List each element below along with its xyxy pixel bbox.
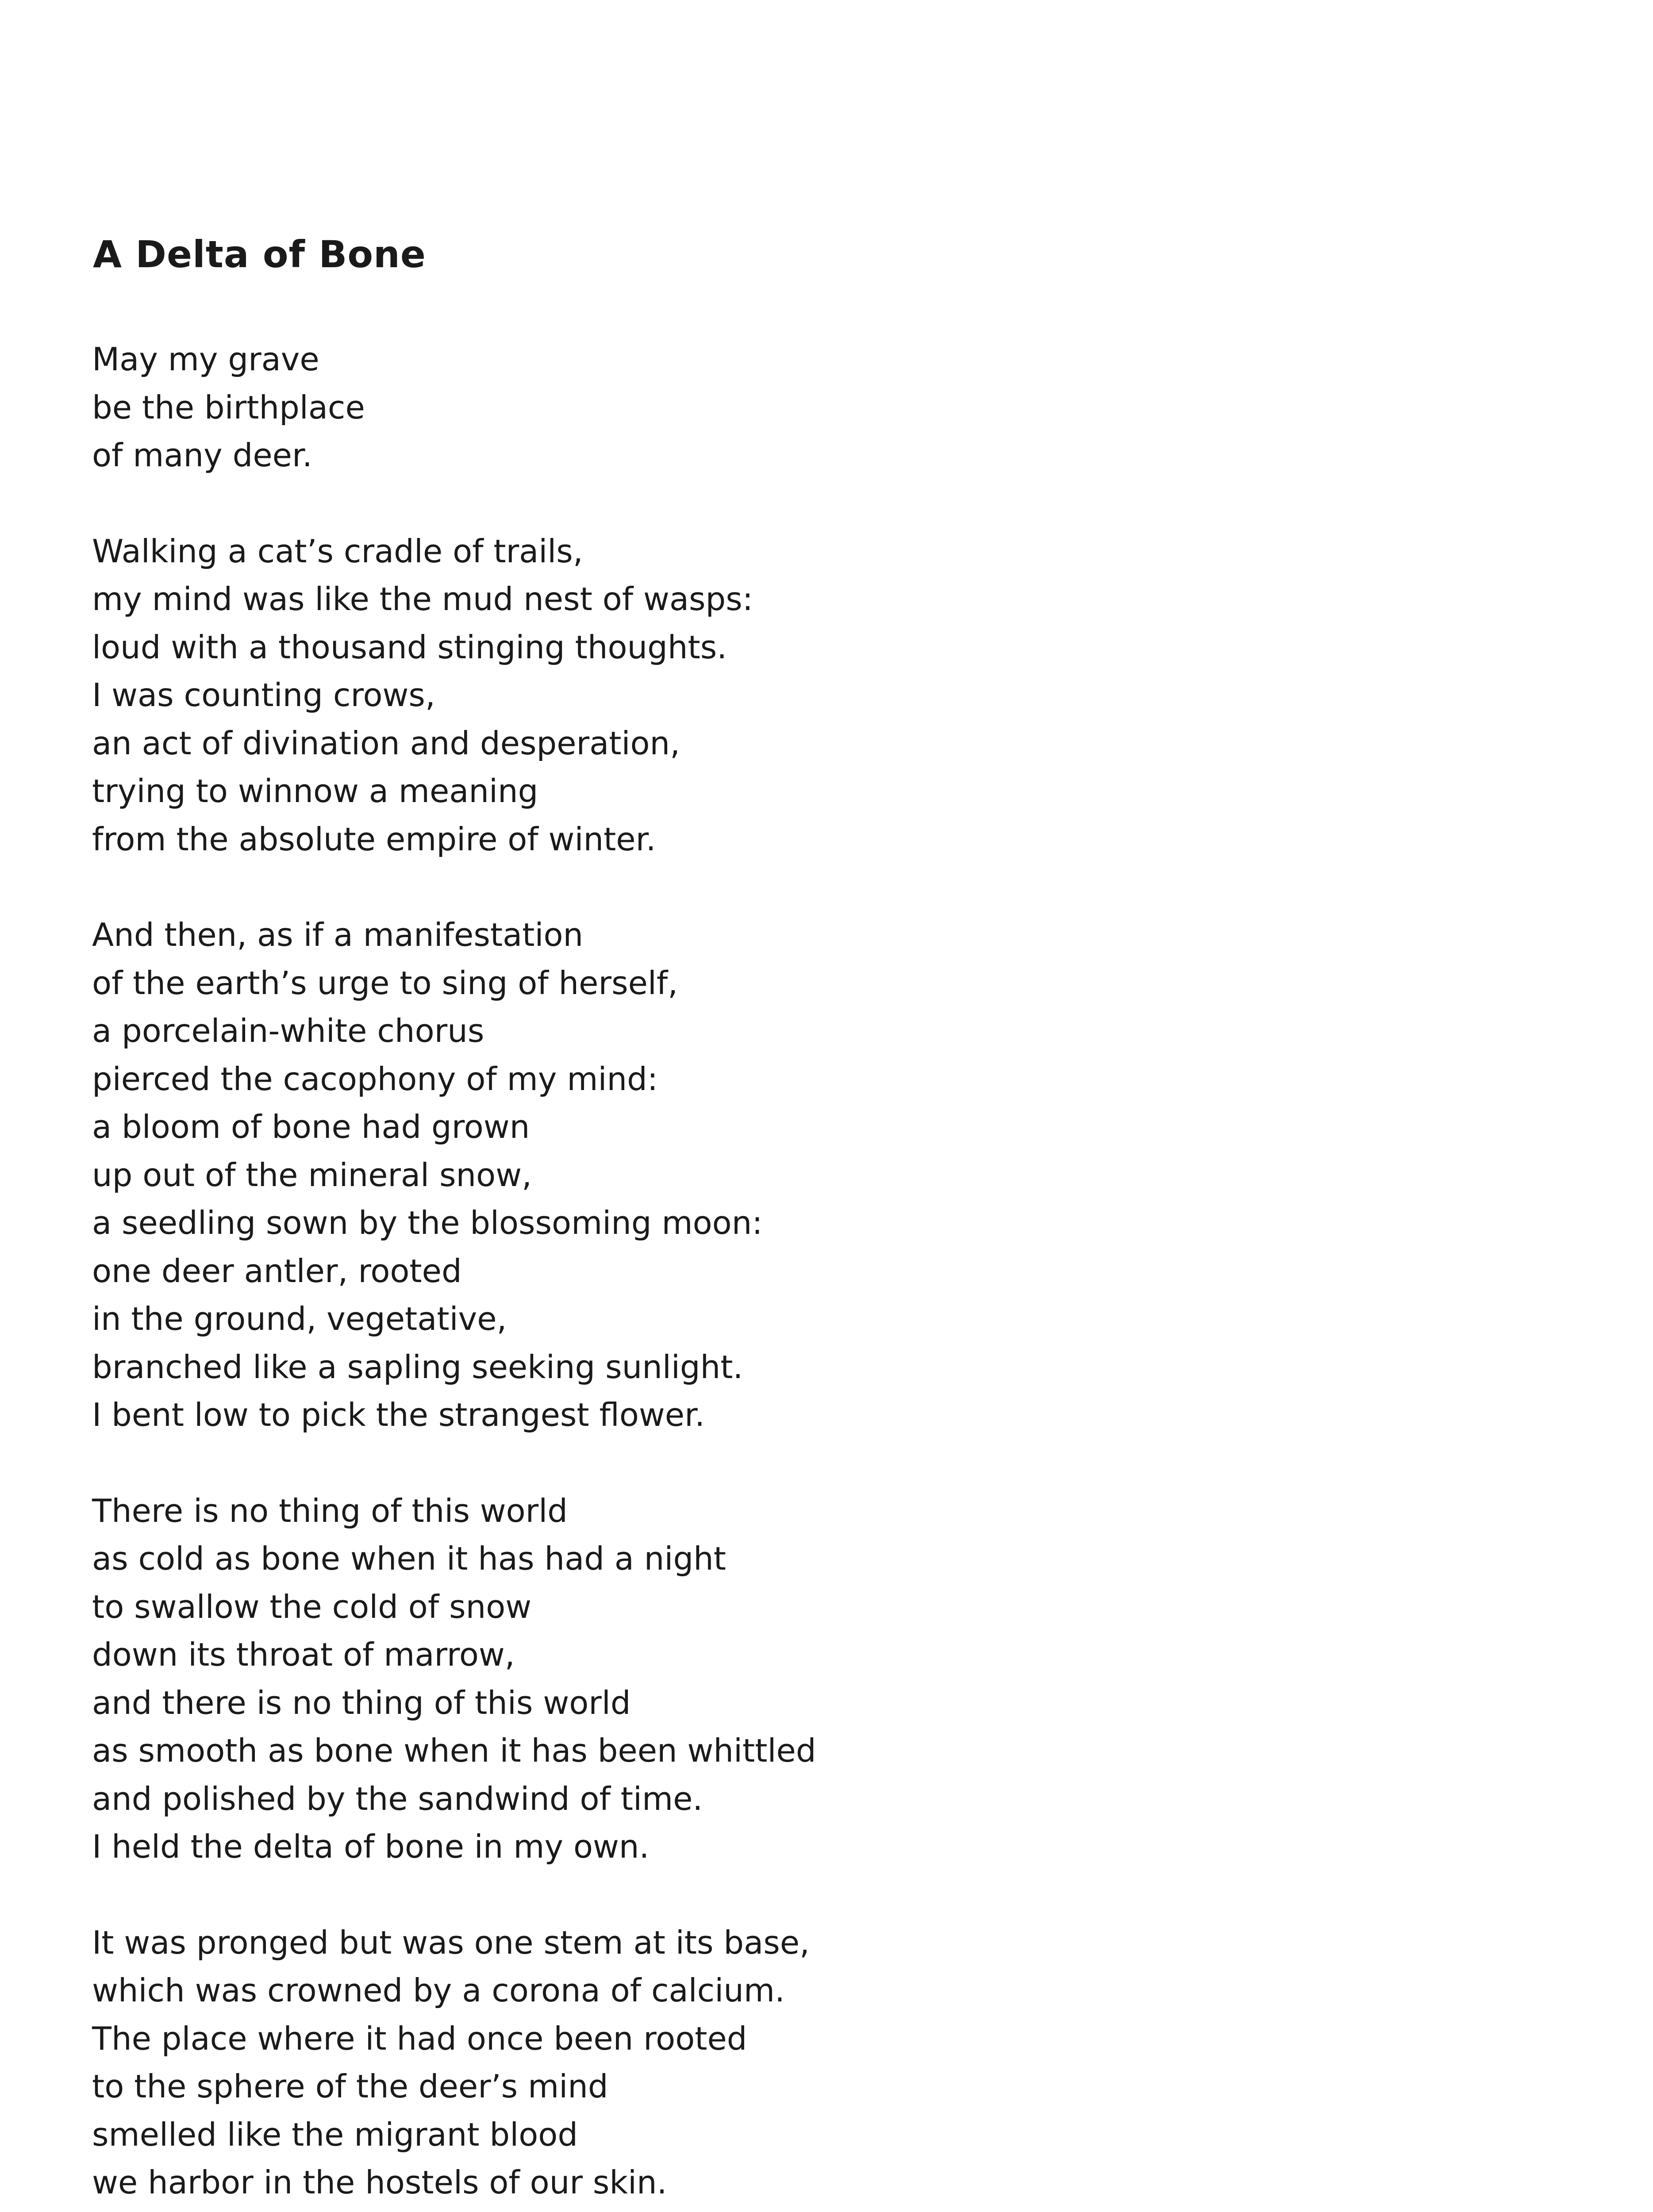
poem-line	[92, 2207, 1552, 2212]
poem-line: It was pronged but was one stem at its base,	[92, 1924, 810, 1961]
poem-line: a seedling sown by the blossoming moon:	[92, 1204, 763, 1241]
poem-line: an act of divination and desperation,	[92, 724, 680, 762]
poem-line: loud with a thousand stinging thoughts.	[92, 628, 727, 666]
poem-line: my mind was like the mud nest of wasps:	[92, 580, 753, 618]
poem-line: Walking a cat’s cradle of trails,	[92, 532, 583, 570]
poem-line: up out of the mineral snow,	[92, 1156, 532, 1194]
poem-line: to swallow the cold of snow	[92, 1588, 532, 1625]
poem-line: and there is no thing of this world	[92, 1684, 631, 1721]
poem-line: a porcelain-white chorus	[92, 1012, 484, 1049]
poem-line: we harbor in the hostels of our skin.	[92, 2164, 667, 2201]
poem-line: one deer antler, rooted	[92, 1252, 462, 1290]
poem-line: There is no thing of this world	[92, 1492, 568, 1529]
poem-line: smelled like the migrant blood	[92, 2116, 578, 2153]
poem-line: I held the delta of bone in my own.	[92, 1828, 650, 1865]
poem-line: of many deer.	[92, 437, 312, 474]
stanza	[92, 1487, 1552, 1871]
stanza	[92, 527, 1552, 864]
poem-line: pierced the cacophony of my mind:	[92, 1060, 658, 1098]
poem-line: down its throat of marrow,	[92, 1636, 515, 1673]
poem-line: a bloom of bone had grown	[92, 1108, 530, 1145]
poem-line: May my grave	[92, 341, 319, 378]
poem-line: of the earth’s urge to sing of herself,	[92, 964, 678, 1002]
poem-line: to the sphere of the deer’s mind	[92, 2068, 608, 2105]
poem-line: in the ground, vegetative,	[92, 1300, 507, 1337]
poem-line: The place where it had once been rooted	[92, 2020, 747, 2057]
poem-title: A Delta of Bone	[93, 233, 426, 276]
poem-line: as cold as bone when it has had a night	[92, 1540, 727, 1577]
poem-line: as smooth as bone when it has been whittled	[92, 1732, 816, 1769]
poem-line: which was crowned by a corona of calcium.	[92, 1972, 785, 2009]
stanza	[92, 335, 1552, 480]
poem-line: I bent low to pick the strangest flower.	[92, 1396, 705, 1433]
poem-line: trying to winnow a meaning	[92, 772, 538, 810]
poem-line: And then, as if a manifestation	[92, 916, 584, 953]
poem-line: and polished by the sandwind of time.	[92, 1780, 703, 1817]
poem-line: I was counting crows,	[92, 676, 435, 714]
stanza	[92, 1919, 1552, 2212]
poem-line: branched like a sapling seeking sunlight.	[92, 1348, 743, 1386]
stanza	[92, 911, 1552, 1439]
poem-line: from the absolute empire of winter.	[92, 820, 656, 858]
poem-body	[92, 335, 1552, 2212]
poem-line: be the birthplace	[92, 388, 365, 426]
